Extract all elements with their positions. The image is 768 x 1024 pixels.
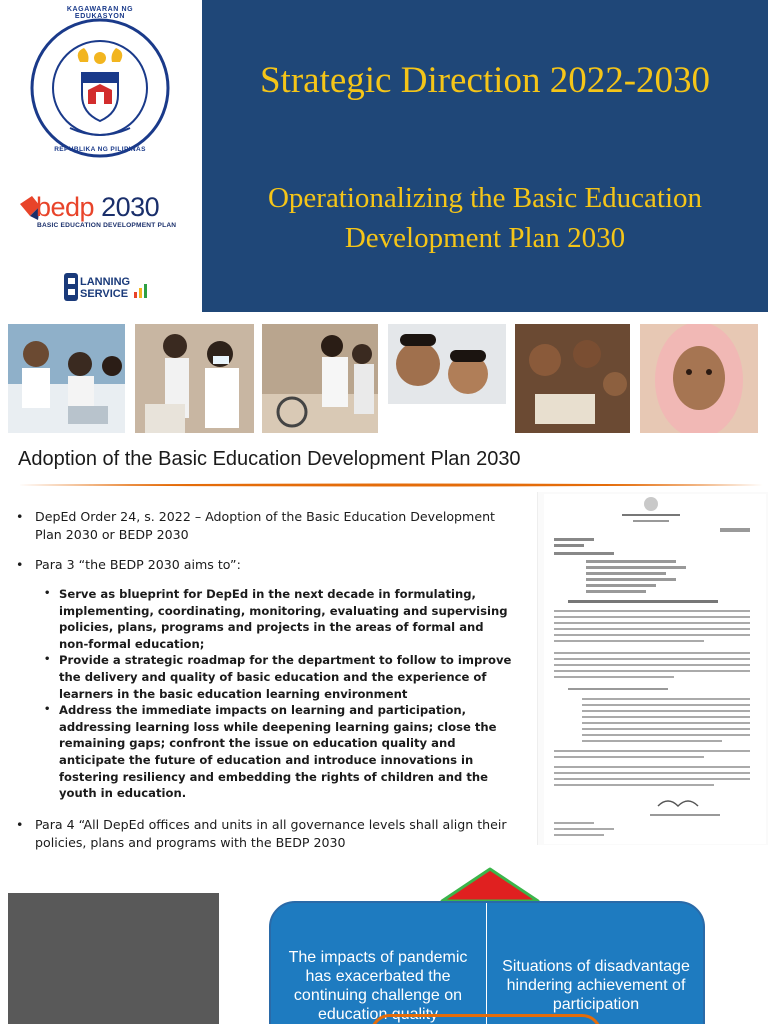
students-masks-photo (135, 324, 254, 433)
planning-line2: SERVICE (80, 288, 129, 300)
para-3-sub-list (44, 586, 516, 802)
sub-bullet-roadmap: • Provide a strategic roadmap for the department to follow to improve the delivery and quality of basic education and the experience of learners in the basic education learning environment (44, 652, 516, 702)
children-reading-photo (515, 324, 630, 433)
document-page-icon (538, 492, 768, 845)
bedp-word: bedp (36, 192, 95, 222)
disadvantage-text: Situations of disadvantage hindering achievement of participation (502, 958, 690, 1013)
page-subtitle: Operationalizing the Basic Education Development Plan 2030 (267, 182, 703, 254)
girl-hijab-photo (640, 324, 758, 433)
section-heading: Adoption of the Basic Education Development Plan 2030 (18, 448, 521, 470)
bullet-para-4: • Para 4 “All DepEd offices and units in all governance levels shall align their policies, plans and programs with the BEDP 2030 (16, 816, 516, 852)
red-triangle-icon (438, 867, 542, 903)
planning-service-label (80, 276, 130, 300)
heading-rule (18, 482, 768, 488)
challenges-divider (486, 903, 487, 1024)
seal-text-top: KAGAWARAN NG EDUKASYON (66, 6, 134, 20)
smiling-boys-photo (388, 324, 506, 433)
seal-text-bottom: REPUBLIKA NG PILIPINAS (54, 146, 146, 153)
bedp-year: 2030 (101, 192, 160, 222)
orange-outline-shape (370, 1014, 602, 1024)
deped-order-document-thumbnail (537, 492, 768, 845)
sub-bullet-blueprint: • Serve as blueprint for DepEd in the next decade in formulating, implementing, coordinating, monitoring, evaluating and supervising policies, plans, programs and projects in the areas of formal and non-formal education; (44, 586, 516, 652)
bullet-deped-order: • DepEd Order 24, s. 2022 – Adoption of the Basic Education Development Plan 2030 or BEDP 2030 (16, 508, 516, 544)
pandemic-impact-text: The impacts of pandemic has exacerbated the continuing challenge on education quality (288, 949, 468, 1023)
sub-bullet-address-impacts: • Address the immediate impacts on learning and participation, addressing learning loss while deepening learning gains; close the remaining gaps; confront the issue on education quality and anticipate the future of education and introduce innovations in fostering resiliency and embedding the rights of children and the youth in education. (44, 702, 516, 802)
classroom-wheelchair-photo (262, 324, 378, 433)
deped-seal-icon (30, 18, 170, 158)
page-title: Strategic Direction 2022-2030 (259, 60, 711, 101)
students-laptop-photo (8, 324, 125, 433)
bullet-list (16, 508, 516, 864)
bullet-para-3: • Para 3 “the BEDP 2030 aims to”: (16, 556, 516, 574)
planning-line1: LANNING (80, 276, 131, 288)
banner-title-panel (202, 0, 768, 312)
bedp-tagline: BASIC EDUCATION DEVELOPMENT PLAN (37, 222, 177, 229)
bedp-logo-wordmark (36, 192, 159, 222)
gray-panel (8, 893, 219, 1024)
